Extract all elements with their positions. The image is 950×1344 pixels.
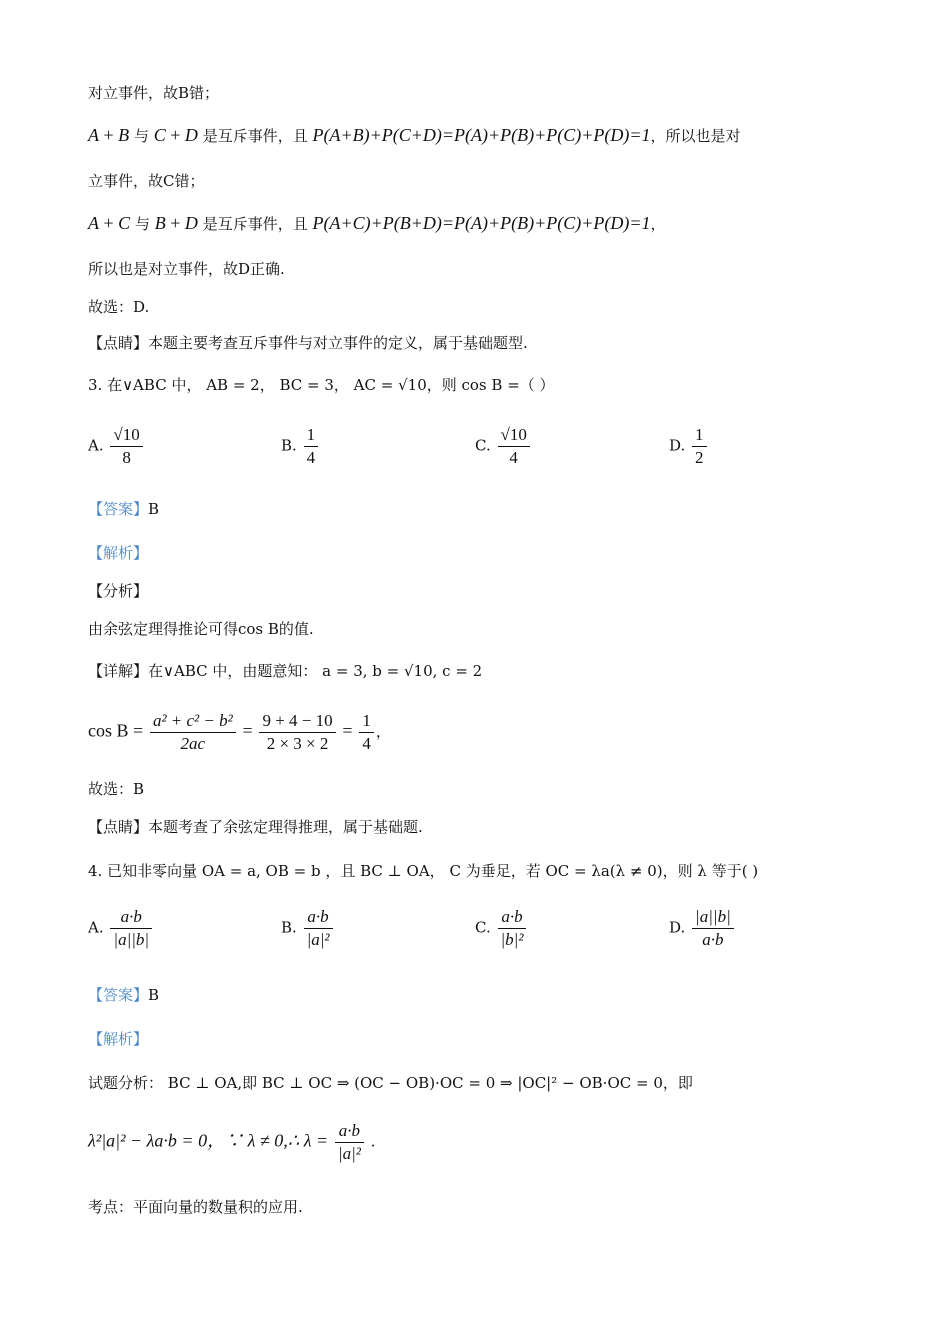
q4-option-c: C. $\frac{a\cdot b}{\text{|b|²}}$: [475, 906, 528, 951]
q3-dianjing: 【点睛】本题考查了余弦定理得推理，属于基础题.: [88, 818, 423, 836]
q3-formula: cos B = $\frac{\text{a² + c² − b²}}{2ac}$ = $\frac{9 + 4 - 10}{2 \times 3 \times 2}$ = $\frac{1}{4}$ ，: [88, 711, 391, 753]
q4-analysis-tag: 【解析】: [88, 1030, 149, 1048]
q4-solution-2: λ²|a|² − λa·b = 0，∵ λ ≠ 0,∴ λ = $\frac{a\cdot b}{\text{|a|²}}$ .: [88, 1121, 376, 1163]
q4-option-d: D. $\frac{|a||b|}{a\cdot b}$: [669, 906, 736, 951]
q3-analysis-tag: 【解析】: [88, 544, 149, 562]
text-line: A + C 与 B + D 是互斥事件，且 P(A+C)+P(B+D)=P(A)+P(B)+P(C)+P(D)=1，: [88, 213, 666, 233]
q4-solution-1: 试题分析： BC ⊥ OA,即 BC ⊥ OC ⇒ (OC − OB)·OC = 0 ⇒ |OC|² − OB·OC = 0，即: [88, 1074, 693, 1092]
text-line: 故选：D.: [88, 298, 150, 316]
text-line: 立事件，故C错；: [88, 172, 205, 190]
q4-option-b: B. $\frac{a\cdot b}{\text{|a|²}}$: [281, 906, 335, 951]
q3-option-a: A. $\frac{√10}{8}$: [88, 424, 145, 469]
q3-detail: 【详解】在∨ABC 中，由题意知： a = 3, b = √10, c = 2: [88, 662, 483, 680]
q4-option-a: A. $\frac{a\cdot b}{|a||b|}$: [88, 906, 154, 951]
q3-choice: 故选：B: [88, 780, 145, 798]
q3-fenxi: 【分析】: [88, 582, 149, 600]
q3-answer: 【答案】B: [88, 500, 160, 518]
question-3-stem: 3. 在∨ABC 中， AB = 2， BC = 3， AC = √10，则 cos B =（ ）: [88, 376, 555, 394]
text-line: 【点睛】本题主要考查互斥事件与对立事件的定义，属于基础题型.: [88, 334, 528, 352]
text-line: 所以也是对立事件，故D正确.: [88, 260, 285, 278]
text-line: 对立事件，故B错；: [88, 84, 220, 102]
q3-option-b: B. $\frac{1}{4}$: [281, 424, 320, 469]
q3-option-d: D. $\frac{1}{2}$: [669, 424, 709, 469]
question-4-stem: 4. 已知非零向量 OA = a, OB = b ，且 BC ⊥ OA， C 为垂足，若 OC = λa(λ ≠ 0)，则 λ 等于( ): [88, 862, 759, 880]
q4-kaodian: 考点：平面向量的数量积的应用.: [88, 1198, 303, 1216]
q3-fenxi-text: 由余弦定理得推论可得cos B的值.: [88, 620, 314, 638]
q4-answer: 【答案】B: [88, 986, 160, 1004]
text-line: A + B 与 C + D 是互斥事件，且 P(A+B)+P(C+D)=P(A)+P(B)+P(C)+P(D)=1，所以也是对: [88, 125, 741, 145]
q3-option-c: C. $\frac{√10}{4}$: [475, 424, 532, 469]
